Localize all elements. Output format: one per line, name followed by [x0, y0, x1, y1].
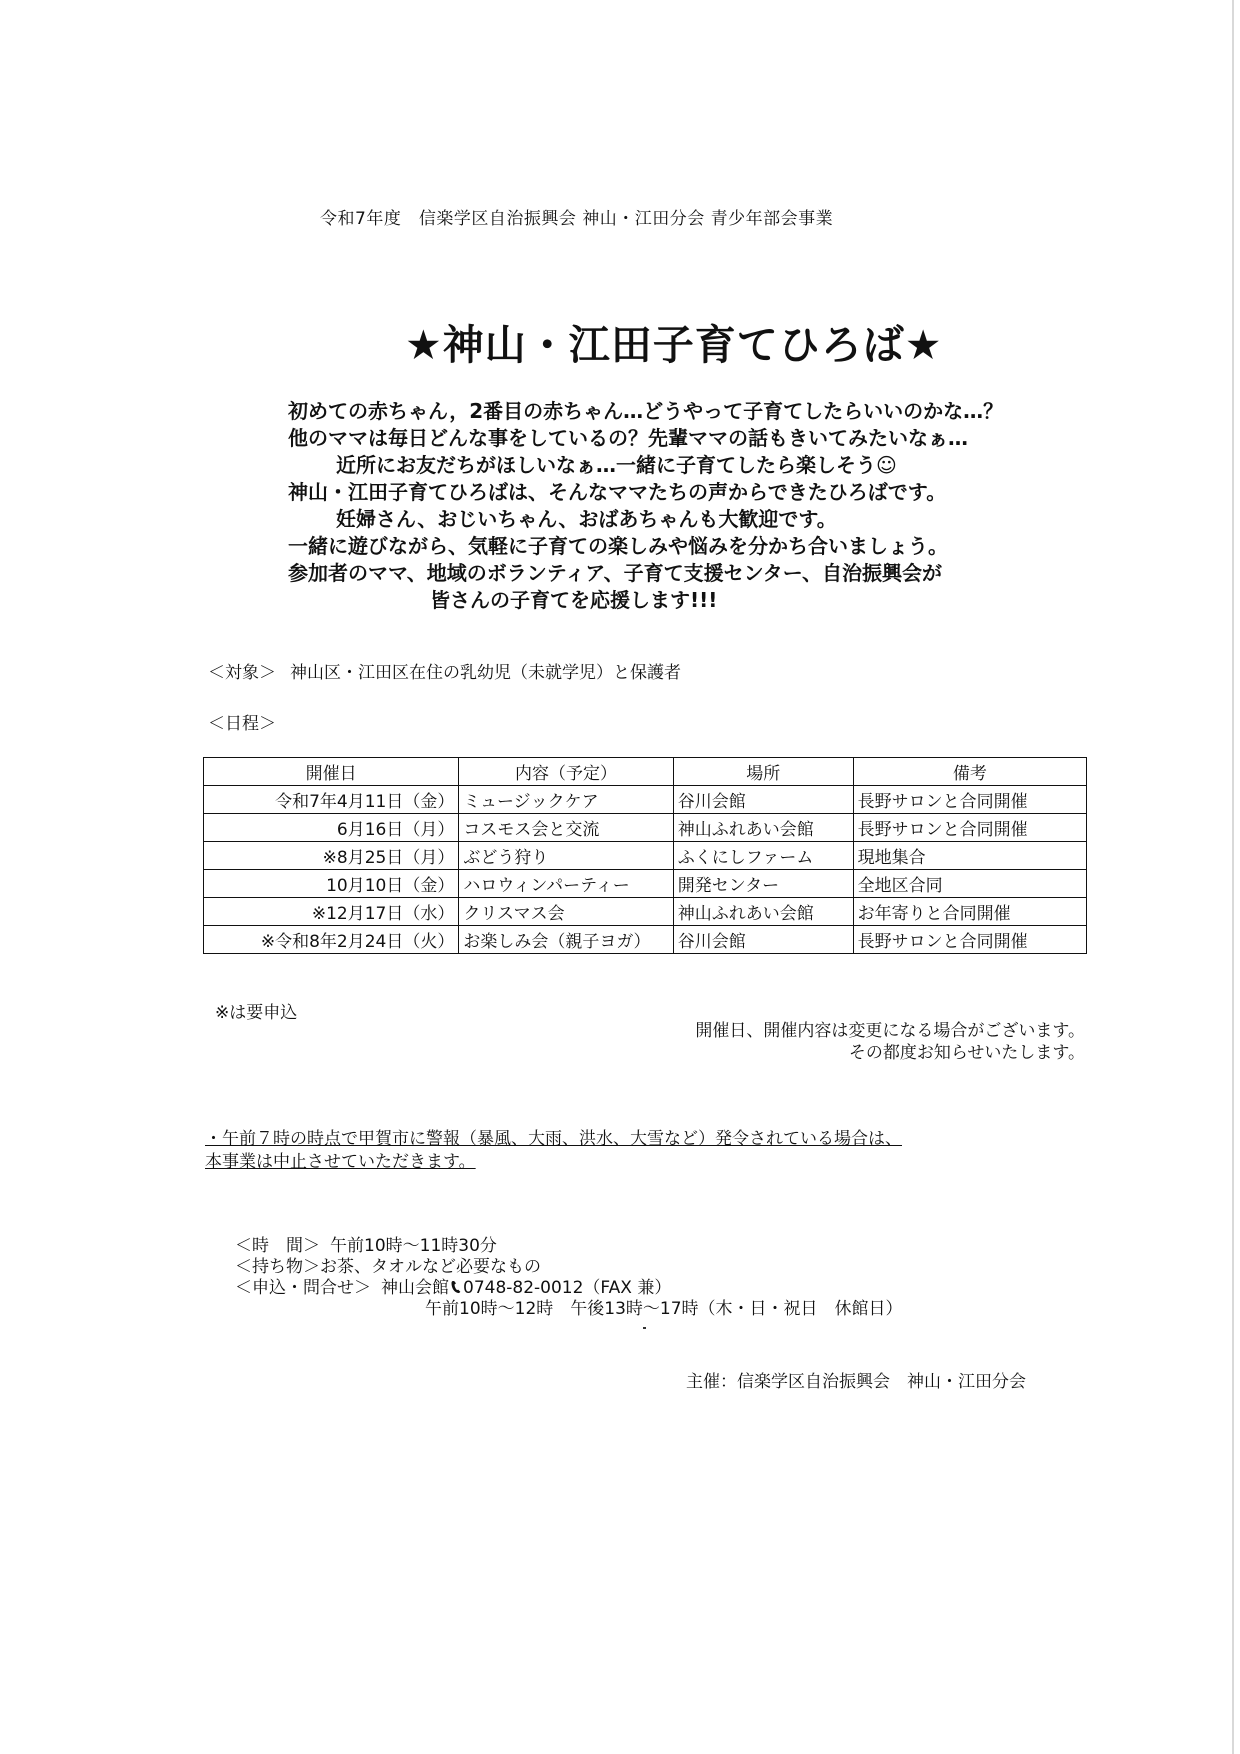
intro-message: [288, 398, 1088, 614]
weather-warning-notice: [205, 1128, 902, 1174]
intro-line: 妊婦さん、おじいちゃん、おばあちゃんも大歓迎です。: [336, 507, 837, 531]
table-row: [204, 814, 1087, 842]
contact-hours: 午前10時～12時 午後13時～17時（木・日・祝日 休館日）: [425, 1299, 903, 1319]
cell-note: 長野サロンと合同開催: [853, 926, 1086, 954]
intro-line: 神山・江田子育てひろばは、そんなママたちの声からできたひろばです。: [288, 480, 947, 504]
cell-place: 谷川会館: [673, 926, 853, 954]
cell-content: ハロウィンパーティー: [459, 870, 673, 898]
table-row: [204, 786, 1087, 814]
time-row: [235, 1236, 903, 1257]
cell-note: 現地集合: [853, 842, 1086, 870]
cell-place: 神山ふれあい会館: [673, 898, 853, 926]
contact-label: ＜申込・問合せ＞: [235, 1278, 371, 1298]
cell-date: 10月10日（金）: [204, 870, 459, 898]
table-row: [204, 870, 1087, 898]
cell-date: ※8月25日（月）: [204, 842, 459, 870]
application-note: ※は要申込: [215, 1003, 298, 1023]
column-header-place: 場所: [673, 758, 853, 786]
cell-place: ふくにしファーム: [673, 842, 853, 870]
contact-row: [235, 1278, 903, 1299]
table-row: [204, 926, 1087, 954]
cell-note: 全地区合同: [853, 870, 1086, 898]
event-details: [235, 1236, 903, 1320]
schedule-label: ＜日程＞: [208, 714, 276, 734]
intro-line: 初めての赤ちゃん，2番目の赤ちゃん…どうやって子育てしたらいいのかな…？: [288, 399, 1004, 423]
table-row: [204, 898, 1087, 926]
cell-note: 長野サロンと合同開催: [853, 786, 1086, 814]
cell-content: お楽しみ会（親子ヨガ）: [459, 926, 673, 954]
change-notice-line: その都度お知らせいたします。: [848, 1043, 1085, 1063]
table-header-row: [204, 758, 1087, 786]
column-header-date: 開催日: [204, 758, 459, 786]
target-audience: [208, 658, 681, 683]
column-header-note: 備考: [853, 758, 1086, 786]
time-label: ＜時 間＞: [235, 1236, 320, 1256]
target-label: ＜対象＞: [208, 663, 276, 683]
intro-line: 一緒に遊びながら、気軽に子育ての楽しみや悩みを分かち合いましょう。: [288, 534, 948, 558]
cell-date: ※令和8年2月24日（火）: [204, 926, 459, 954]
items-label: ＜持ち物＞: [235, 1257, 320, 1277]
target-value: 神山区・江田区在住の乳幼児（未就学児）と保護者: [290, 663, 681, 683]
items-value: お茶、タオルなど必要なもの: [320, 1257, 541, 1277]
change-notice: [695, 1020, 1085, 1064]
header-line: 令和7年度 信楽学区自治振興会 神山・江田分会 青少年部会事業: [320, 209, 834, 229]
time-value: 午前10時～11時30分: [330, 1236, 497, 1256]
warning-line: ・午前７時の時点で甲賀市に警報（暴風、大雨、洪水、大雪など）発令されている場合は、: [205, 1129, 902, 1149]
contact-phone: 0748-82-0012（FAX 兼）: [463, 1278, 672, 1298]
cell-content: クリスマス会: [459, 898, 673, 926]
cell-note: 長野サロンと合同開催: [853, 814, 1086, 842]
intro-line: 近所にお友だちがほしいなぁ…一緒に子育てしたら楽しそう☺: [336, 453, 897, 477]
cell-place: 神山ふれあい会館: [673, 814, 853, 842]
cell-content: ミュージックケア: [459, 786, 673, 814]
items-row: [235, 1257, 903, 1278]
table-row: [204, 842, 1087, 870]
warning-line: 本事業は中止させていただきます。: [205, 1152, 476, 1172]
column-header-content: 内容（予定）: [459, 758, 673, 786]
change-notice-line: 開催日、開催内容は変更になる場合がございます。: [695, 1021, 1085, 1041]
cell-date: ※12月17日（水）: [204, 898, 459, 926]
cell-place: 谷川会館: [673, 786, 853, 814]
intro-line: 皆さんの子育てを応援します!!!: [430, 588, 718, 612]
flyer-title: ★神山・江田子育てひろば★: [405, 321, 943, 369]
intro-line: 参加者のママ、地域のボランティア、子育て支援センター、自治振興会が: [288, 561, 942, 585]
scan-speck: [643, 1327, 646, 1329]
cell-content: ぶどう狩り: [459, 842, 673, 870]
intro-line: 他のママは毎日どんな事をしているの？先輩ママの話もきいてみたいなぁ…: [288, 426, 968, 450]
cell-note: お年寄りと合同開催: [853, 898, 1086, 926]
cell-content: コスモス会と交流: [459, 814, 673, 842]
organizer-line: 主催：信楽学区自治振興会 神山・江田分会: [686, 1372, 1026, 1392]
schedule-table: [203, 757, 1087, 954]
cell-date: 令和7年4月11日（金）: [204, 786, 459, 814]
contact-place: 神山会館: [381, 1278, 449, 1298]
scan-edge-line: [1232, 0, 1234, 1754]
cell-date: 6月16日（月）: [204, 814, 459, 842]
phone-icon: [451, 1280, 461, 1294]
cell-place: 開発センター: [673, 870, 853, 898]
